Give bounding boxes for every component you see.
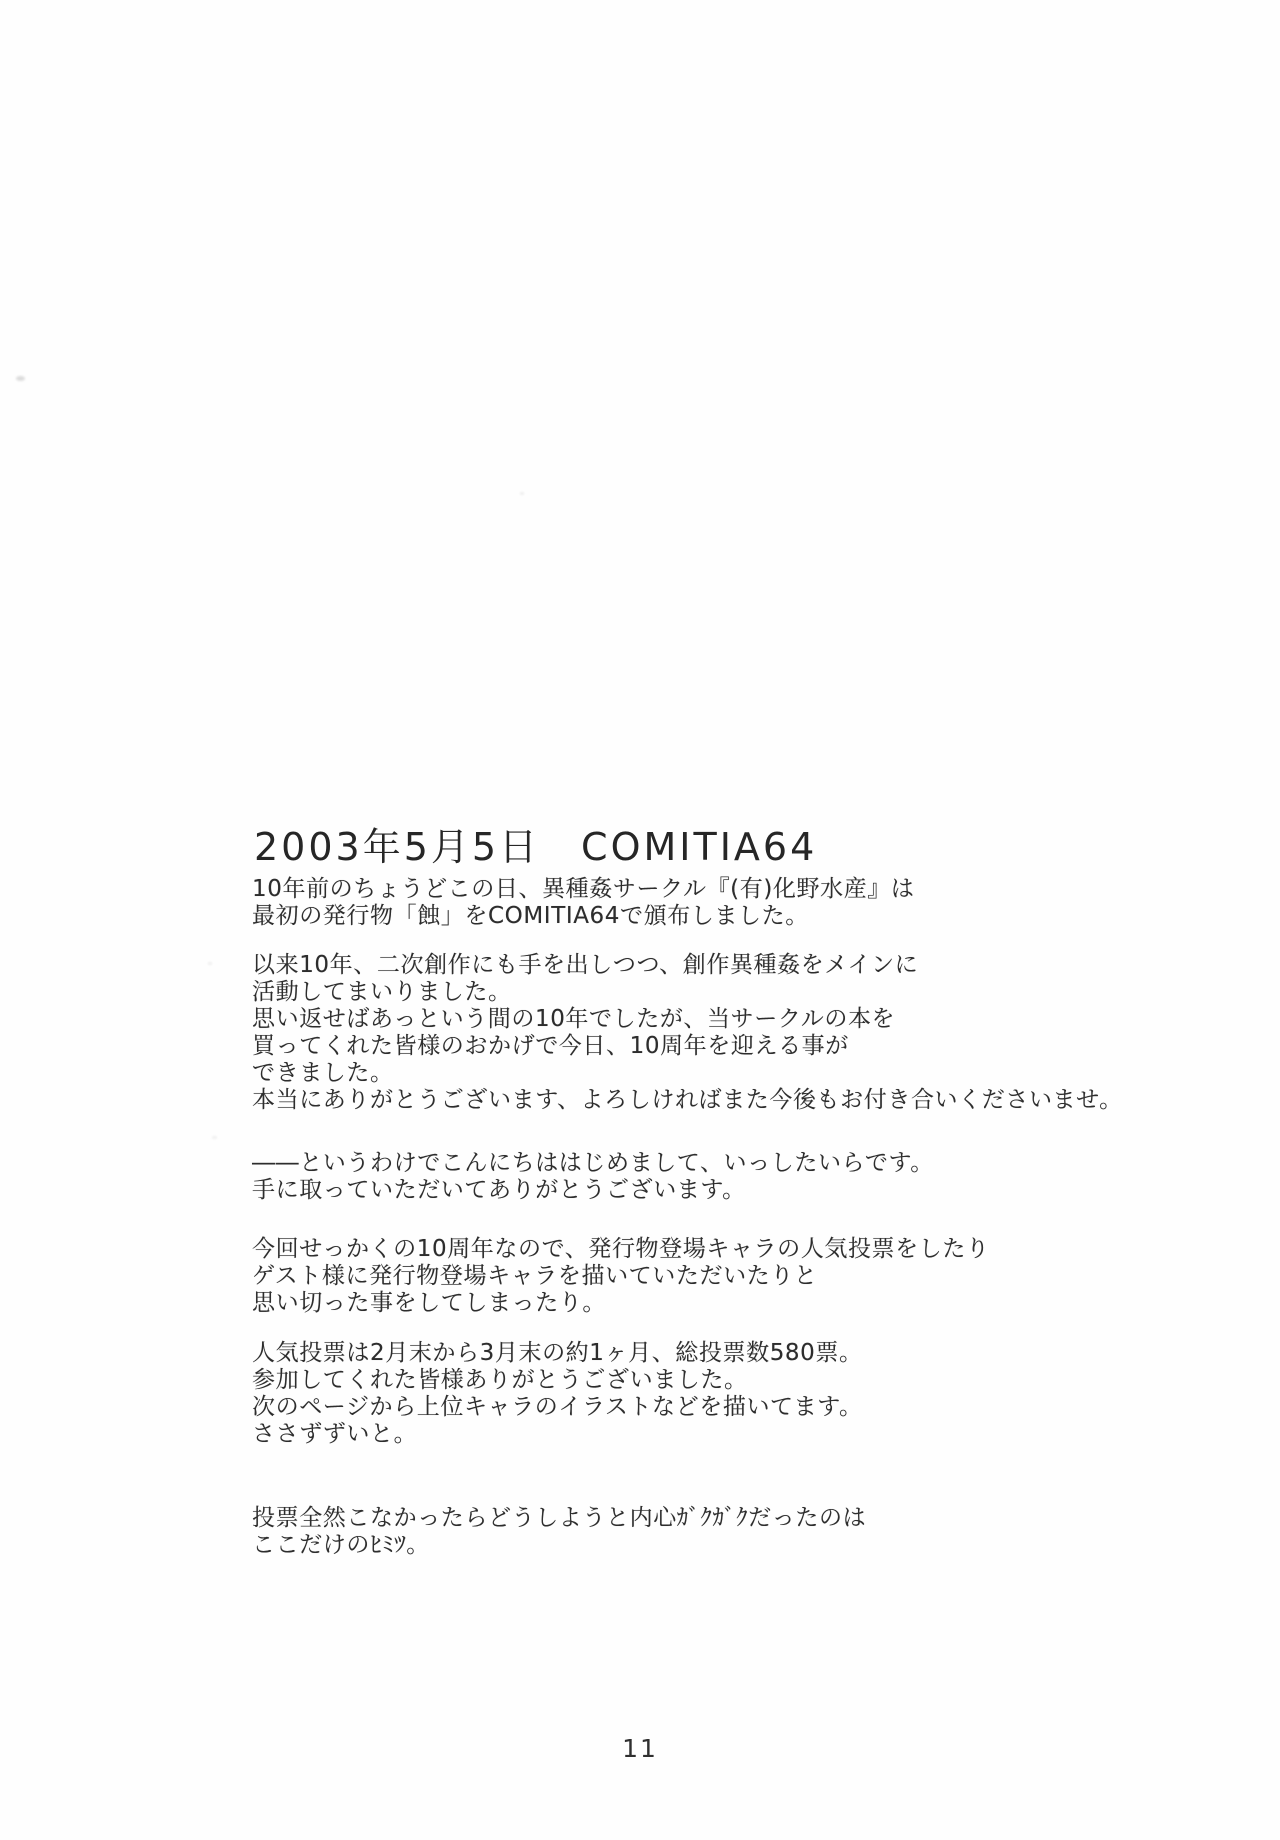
text-line: 投票全然こなかったらどうしようと内心ｶﾞｸｶﾞｸだったのは xyxy=(252,1505,867,1531)
page-number: 11 xyxy=(622,1734,658,1763)
text-line: ――というわけでこんにちははじめまして、いっしたいらです。 xyxy=(252,1150,934,1176)
paragraph-poll-results xyxy=(252,1340,863,1448)
text-line: 最初の発行物「蝕」をCOMITIA64で頒布しました。 xyxy=(252,903,809,929)
text-line: ゲスト様に発行物登場キャラを描いていただいたりと xyxy=(252,1263,818,1289)
text-line: ここだけのﾋﾐﾂ。 xyxy=(252,1532,430,1558)
text-line: 買ってくれた皆様のおかげで今日、10周年を迎える事が xyxy=(252,1033,849,1059)
scan-artifact xyxy=(16,376,25,381)
text-line: ささずずいと。 xyxy=(252,1421,418,1447)
text-line: 参加してくれた皆様ありがとうございました。 xyxy=(252,1367,748,1393)
paragraph-greeting xyxy=(252,1150,934,1204)
text-line: 次のページから上位キャラのイラストなどを描いてます。 xyxy=(252,1394,863,1420)
text-line: 人気投票は2月末から3月末の約1ヶ月、総投票数580票。 xyxy=(252,1340,863,1366)
text-line: 手に取っていただいてありがとうございます。 xyxy=(252,1177,746,1203)
paragraph-intro xyxy=(252,876,915,930)
text-line: 今回せっかくの10周年なので、発行物登場キャラの人気投票をしたり xyxy=(252,1236,990,1262)
page-title: 2003年5月5日 COMITIA64 xyxy=(254,825,818,869)
text-line: 以来10年、二次創作にも手を出しつつ、創作異種姦をメインに xyxy=(252,952,919,978)
paragraph-anniversary xyxy=(252,1236,990,1317)
scan-artifact xyxy=(212,1136,217,1139)
text-line: 活動してまいりました。 xyxy=(252,979,512,1005)
text-line: 思い返せばあっという間の10年でしたが、当サークルの本を xyxy=(252,1006,896,1032)
text-line: 思い切った事をしてしまったり。 xyxy=(252,1290,606,1316)
paragraph-history xyxy=(252,952,1123,1114)
text-line: 10年前のちょうどこの日、異種姦サークル『(有)化野水産』は xyxy=(252,876,915,902)
paragraph-secret xyxy=(252,1505,866,1559)
scan-artifact xyxy=(520,492,524,495)
text-line: 本当にありがとうございます、よろしければまた今後もお付き合いくださいませ。 xyxy=(252,1087,1123,1113)
text-line: できました。 xyxy=(252,1060,394,1086)
scan-artifact xyxy=(208,962,212,965)
